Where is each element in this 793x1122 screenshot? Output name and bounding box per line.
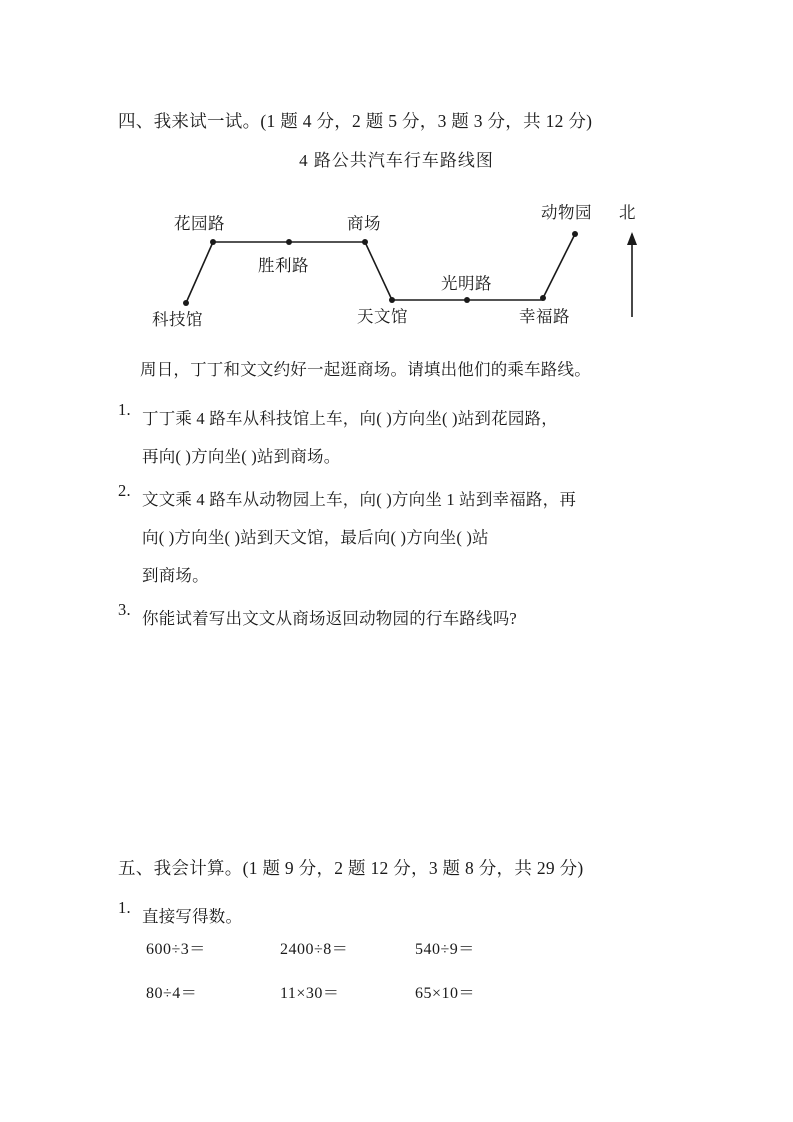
calc-expression: 65×10＝ [415,985,476,1002]
route-diagram-title: 4 路公共汽车行车路线图 [299,151,494,170]
question-item-1 [118,400,558,476]
calc-expression: 11×30＝ [280,985,340,1002]
road-midpoint-dot [464,297,470,303]
section-five-heading: 五、我会计算。(1 题 9 分，2 题 12 分，3 题 8 分，共 29 分) [118,858,584,878]
question-line: 向( )方向坐( )站到天文馆，最后向( )方向坐( )站 [142,528,489,547]
calc-expression: 80÷4＝ [146,985,198,1002]
calc-question-number-1: 1. [118,898,131,917]
calc-row [0,936,793,976]
question-number-2: 2. [118,481,131,500]
route-segment [186,242,213,303]
question-item-2 [118,481,576,595]
north-arrow-head [627,232,637,245]
road-label: 光明路 [441,274,492,293]
question-line: 再向( )方向坐( )站到商场。 [142,447,341,466]
question-line: 文文乘 4 路车从动物园上车，向( )方向坐 1 站到幸福路，再 [142,490,577,509]
calc-expression: 600÷3＝ [146,941,206,958]
station-label: 花园路 [174,214,225,233]
station-dot [210,239,216,245]
question-line: 到商场。 [142,566,209,585]
calc-question-item-1 [118,898,242,936]
route-segment [543,234,575,298]
question-body-2 [142,481,576,595]
question-item-3 [118,600,517,638]
calc-row [0,980,793,1020]
section-four-heading: 四、我来试一试。(1 题 4 分，2 题 5 分，3 题 3 分，共 12 分) [118,111,593,131]
question-number-1: 1. [118,400,131,419]
calc-expression: 540÷9＝ [415,941,475,958]
question-body-1 [142,400,558,476]
station-dot [540,295,546,301]
station-dot [362,239,368,245]
calc-question-body-1 [142,898,242,936]
calc-expression: 2400÷8＝ [280,941,349,958]
road-label: 胜利路 [258,256,309,275]
station-dot [572,231,578,237]
route-segment [365,242,392,300]
station-label: 天文馆 [357,307,408,326]
road-midpoint-dot [286,239,292,245]
question-number-3: 3. [118,600,131,619]
compass-north-label: 北 [619,203,636,222]
calc-question-line: 直接写得数。 [142,907,243,926]
station-label: 科技馆 [152,310,203,329]
question-line: 丁丁乘 4 路车从科技馆上车，向( )方向坐( )站到花园路， [142,409,558,428]
station-label: 幸福路 [519,307,570,326]
question-body-3 [142,600,517,638]
question-line: 你能试着写出文文从商场返回动物园的行车路线吗? [142,609,517,628]
station-label: 商场 [347,214,381,233]
question-intro-text: 周日，丁丁和文文约好一起逛商场。请填出他们的乘车路线。 [140,360,591,379]
station-label: 动物园 [541,203,592,222]
